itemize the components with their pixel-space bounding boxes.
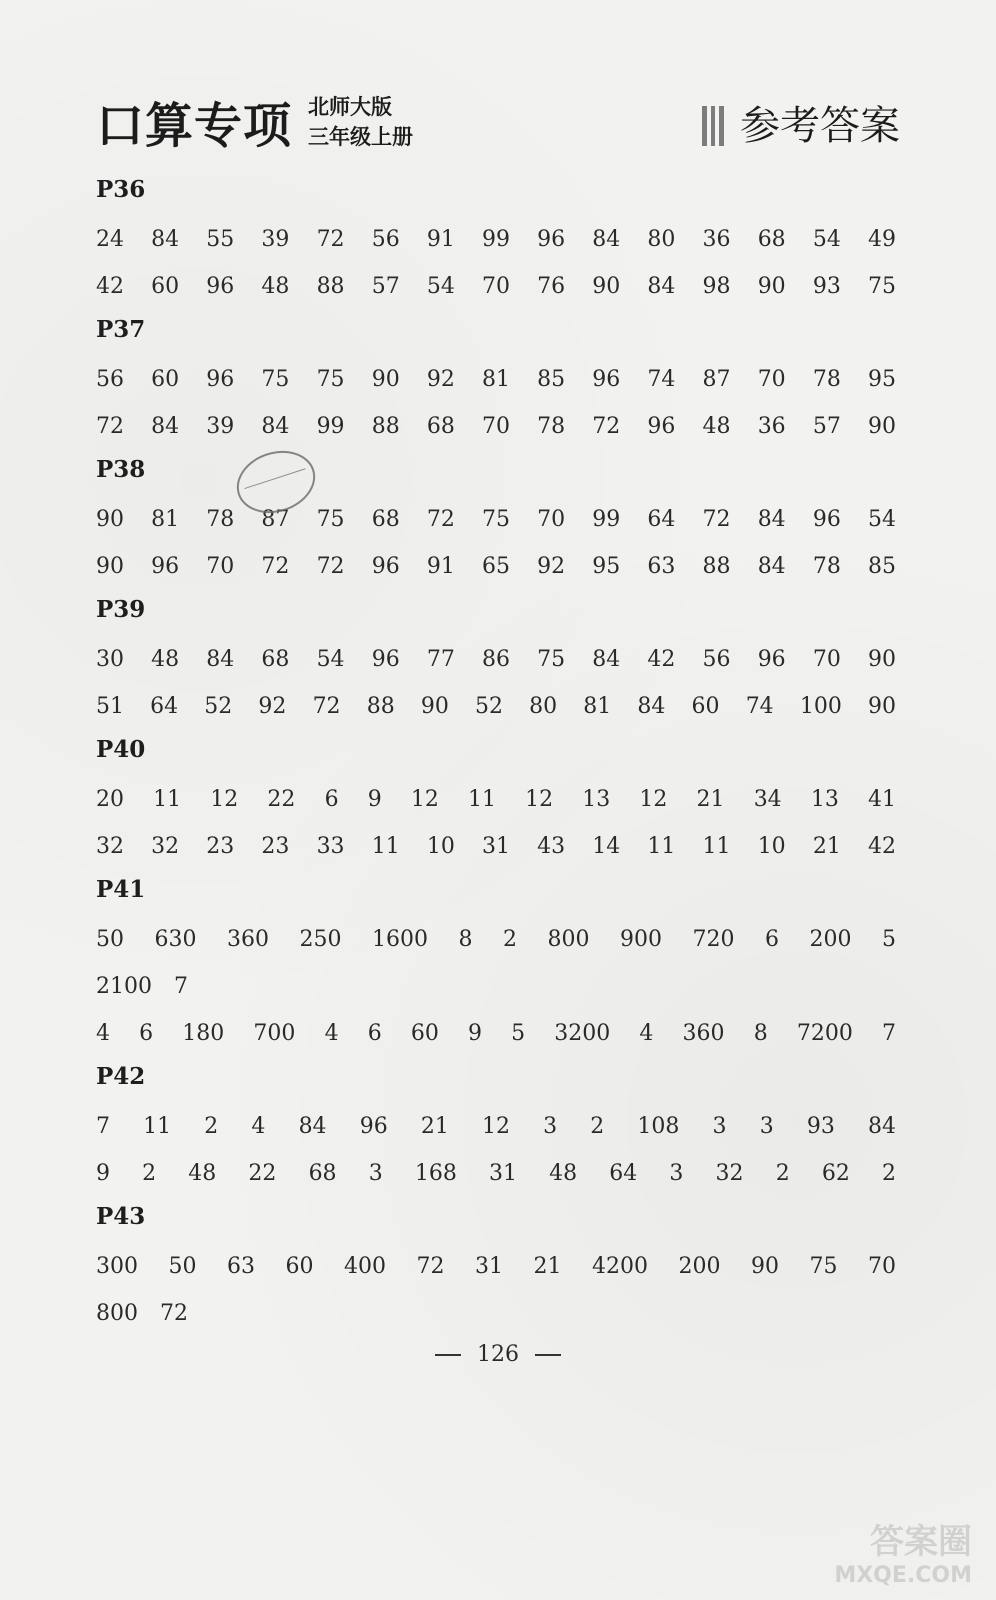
answer-value: 78 — [537, 414, 566, 439]
answer-value: 63 — [647, 554, 676, 579]
answer-value: 88 — [316, 274, 345, 299]
answer-value: 72 — [416, 1254, 445, 1279]
answer-value: 60 — [285, 1254, 314, 1279]
answer-value: 23 — [261, 834, 290, 859]
answer-value: 360 — [227, 927, 269, 952]
answer-value: 92 — [258, 694, 287, 719]
answer-value: 81 — [151, 507, 180, 532]
answer-value: 86 — [481, 647, 510, 672]
answer-value: 87 — [261, 507, 290, 532]
answer-value: 96 — [647, 414, 676, 439]
answer-value: 84 — [757, 554, 786, 579]
section-label: P41 — [96, 876, 146, 903]
answer-value: 48 — [188, 1161, 217, 1186]
answer-value: 39 — [206, 414, 235, 439]
answer-value: 99 — [481, 227, 510, 252]
answer-value: 70 — [206, 554, 235, 579]
section-label: P42 — [96, 1063, 146, 1090]
answer-row — [96, 403, 896, 450]
answer-value: 180 — [182, 1021, 225, 1046]
answer-value: 6 — [367, 1021, 382, 1046]
answer-value: 84 — [867, 1114, 896, 1139]
answer-value: 72 — [316, 227, 345, 252]
answer-value: 72 — [592, 414, 621, 439]
answer-row — [96, 1150, 896, 1197]
answer-value: 95 — [592, 554, 621, 579]
answer-value: 20 — [96, 787, 124, 812]
answer-value: 84 — [151, 227, 180, 252]
watermark-text-top: 答案圈 — [870, 1522, 972, 1562]
answer-value: 7 — [174, 974, 188, 999]
answer-value: 96 — [537, 227, 566, 252]
answer-value: 90 — [751, 1254, 779, 1279]
answer-value: 90 — [867, 694, 896, 719]
answer-value: 22 — [267, 787, 296, 812]
answer-value: 85 — [537, 367, 566, 392]
answer-value: 12 — [210, 787, 239, 812]
answer-value: 88 — [371, 414, 400, 439]
answer-value: 88 — [366, 694, 395, 719]
answer-value: 33 — [316, 834, 345, 859]
answer-value: 60 — [691, 694, 720, 719]
answer-value: 84 — [206, 647, 235, 672]
answer-value: 91 — [426, 227, 455, 252]
answer-value: 60 — [151, 367, 180, 392]
answer-value: 90 — [867, 647, 896, 672]
answer-value: 22 — [248, 1161, 277, 1186]
answer-value: 72 — [316, 554, 345, 579]
answer-value: 99 — [316, 414, 345, 439]
answer-value: 96 — [371, 647, 400, 672]
answer-value: 900 — [620, 927, 662, 952]
answer-value: 11 — [647, 834, 676, 859]
answer-value: 4 — [324, 1021, 339, 1046]
answer-value: 78 — [206, 507, 235, 532]
answer-row — [96, 263, 896, 310]
answer-value: 84 — [647, 274, 676, 299]
answer-value: 200 — [809, 927, 852, 952]
answer-value: 70 — [481, 274, 510, 299]
answer-value: 13 — [810, 787, 839, 812]
answer-value: 70 — [481, 414, 510, 439]
answer-value: 3 — [712, 1114, 727, 1139]
answer-row — [96, 1010, 896, 1057]
answer-row — [96, 823, 896, 870]
answer-value: 99 — [592, 507, 621, 532]
answer-value: 11 — [153, 787, 182, 812]
answer-value: 96 — [812, 507, 841, 532]
answer-value: 2 — [204, 1114, 219, 1139]
answer-value: 42 — [96, 274, 124, 299]
answer-value: 65 — [481, 554, 510, 579]
answer-key-title: 参考答案 — [740, 103, 900, 149]
answer-value: 80 — [647, 227, 676, 252]
answer-value: 96 — [592, 367, 621, 392]
answer-value: 96 — [151, 554, 180, 579]
answer-value: 98 — [702, 274, 731, 299]
answer-value: 84 — [151, 414, 180, 439]
answer-value: 90 — [592, 274, 621, 299]
answer-row — [96, 916, 896, 963]
edition-label: 北师大版 — [308, 95, 392, 119]
answer-value: 56 — [371, 227, 400, 252]
answer-value: 630 — [154, 927, 197, 952]
answer-value: 60 — [151, 274, 180, 299]
answer-value: 96 — [757, 647, 786, 672]
answer-value: 56 — [96, 367, 124, 392]
answer-value: 10 — [426, 834, 455, 859]
answer-row — [96, 1290, 896, 1337]
answer-value: 108 — [637, 1114, 680, 1139]
section-label: P36 — [96, 176, 146, 203]
answer-value: 81 — [481, 367, 510, 392]
answer-value: 51 — [96, 694, 124, 719]
grade-label: 三年级上册 — [308, 125, 413, 149]
answer-row — [96, 963, 896, 1010]
section-label: P38 — [96, 456, 146, 483]
answer-value: 76 — [537, 274, 566, 299]
answer-value: 8 — [458, 927, 473, 952]
answer-value: 6 — [765, 927, 779, 952]
answer-value: 32 — [96, 834, 124, 859]
answer-value: 72 — [312, 694, 341, 719]
answer-value: 31 — [475, 1254, 503, 1279]
answer-value: 2 — [142, 1161, 157, 1186]
answer-value: 74 — [647, 367, 676, 392]
answer-value: 100 — [799, 694, 842, 719]
answer-value: 720 — [692, 927, 735, 952]
answer-value: 70 — [757, 367, 786, 392]
answer-value: 36 — [757, 414, 786, 439]
answer-value: 250 — [299, 927, 342, 952]
answer-value: 32 — [151, 834, 180, 859]
answer-value: 57 — [371, 274, 400, 299]
answer-value: 54 — [316, 647, 345, 672]
answer-value: 400 — [344, 1254, 386, 1279]
answer-value: 68 — [757, 227, 786, 252]
answer-value: 72 — [426, 507, 455, 532]
answer-value: 75 — [316, 367, 345, 392]
answer-value: 1600 — [372, 927, 428, 952]
answer-row — [96, 1103, 896, 1150]
answer-value: 21 — [533, 1254, 562, 1279]
answer-value: 90 — [371, 367, 400, 392]
answer-value: 72 — [261, 554, 290, 579]
answer-value: 36 — [702, 227, 731, 252]
answer-value: 7 — [96, 1114, 110, 1139]
answer-value: 9 — [467, 1021, 482, 1046]
answer-value: 24 — [96, 227, 124, 252]
answer-row — [96, 216, 896, 263]
answer-value: 68 — [261, 647, 290, 672]
answer-value: 11 — [467, 787, 496, 812]
answer-value: 56 — [702, 647, 731, 672]
answer-value: 800 — [547, 927, 590, 952]
page-number — [0, 1340, 996, 1370]
answer-value: 95 — [867, 367, 896, 392]
answer-value: 70 — [868, 1254, 896, 1279]
answer-value: 4200 — [592, 1254, 648, 1279]
answer-value: 12 — [410, 787, 439, 812]
answer-value: 12 — [525, 787, 554, 812]
answer-value: 3 — [543, 1114, 558, 1139]
answer-value: 75 — [261, 367, 290, 392]
answer-value: 87 — [702, 367, 731, 392]
answer-value: 43 — [537, 834, 566, 859]
answer-value: 84 — [261, 414, 290, 439]
answer-value: 72 — [96, 414, 124, 439]
answer-value: 75 — [316, 507, 345, 532]
dash-left — [435, 1354, 461, 1356]
answer-row — [96, 356, 896, 403]
answer-value: 74 — [745, 694, 774, 719]
answer-value: 90 — [757, 274, 786, 299]
answer-value: 6 — [139, 1021, 154, 1046]
answer-value: 55 — [206, 227, 235, 252]
answer-value: 96 — [371, 554, 400, 579]
answer-value: 70 — [812, 647, 841, 672]
answer-value: 75 — [481, 507, 510, 532]
answer-value: 200 — [678, 1254, 721, 1279]
answer-value: 57 — [812, 414, 841, 439]
answer-value: 3200 — [554, 1021, 611, 1046]
answer-value: 48 — [702, 414, 731, 439]
answer-value: 62 — [821, 1161, 850, 1186]
answer-value: 31 — [488, 1161, 517, 1186]
answer-value: 90 — [96, 554, 124, 579]
answer-value: 2 — [590, 1114, 605, 1139]
answer-value: 50 — [168, 1254, 197, 1279]
answer-value: 8 — [753, 1021, 768, 1046]
answer-value: 10 — [757, 834, 786, 859]
answer-value: 31 — [481, 834, 510, 859]
answer-content — [96, 170, 896, 1337]
answer-value: 700 — [253, 1021, 296, 1046]
answer-value: 84 — [298, 1114, 327, 1139]
answer-value: 42 — [867, 834, 896, 859]
answer-value: 11 — [702, 834, 731, 859]
answer-value: 72 — [702, 507, 731, 532]
answer-value: 90 — [867, 414, 896, 439]
answer-value: 63 — [227, 1254, 255, 1279]
answer-value: 11 — [143, 1114, 172, 1139]
answer-row — [96, 496, 896, 543]
answer-value: 300 — [96, 1254, 138, 1279]
answer-value: 5 — [882, 927, 896, 952]
answer-value: 3 — [669, 1161, 684, 1186]
answer-value: 2 — [503, 927, 517, 952]
answer-value: 9 — [367, 787, 382, 812]
answer-value: 93 — [812, 274, 841, 299]
answer-value: 48 — [261, 274, 290, 299]
answer-value: 168 — [414, 1161, 457, 1186]
answer-value: 41 — [867, 787, 896, 812]
answer-value: 75 — [867, 274, 896, 299]
answer-value: 48 — [549, 1161, 578, 1186]
decorative-bars — [702, 106, 724, 146]
answer-row — [96, 1243, 896, 1290]
answer-value: 85 — [867, 554, 896, 579]
answer-value: 12 — [639, 787, 668, 812]
answer-value: 12 — [481, 1114, 510, 1139]
answer-value: 4 — [639, 1021, 654, 1046]
answer-value: 80 — [529, 694, 558, 719]
answer-value: 68 — [308, 1161, 337, 1186]
answer-value: 93 — [806, 1114, 835, 1139]
answer-value: 77 — [426, 647, 455, 672]
section-label: P43 — [96, 1203, 146, 1230]
answer-value: 54 — [812, 227, 841, 252]
section-label: P39 — [96, 596, 146, 623]
answer-value: 48 — [151, 647, 180, 672]
answer-value: 54 — [426, 274, 455, 299]
answer-value: 50 — [96, 927, 124, 952]
answer-row — [96, 776, 896, 823]
answer-value: 9 — [96, 1161, 110, 1186]
answer-value: 52 — [204, 694, 233, 719]
answer-value: 68 — [426, 414, 455, 439]
answer-value: 13 — [582, 787, 611, 812]
answer-value: 52 — [474, 694, 503, 719]
answer-value: 32 — [715, 1161, 744, 1186]
answer-value: 84 — [592, 647, 621, 672]
page-header — [96, 92, 900, 162]
book-title: 口算专项 — [96, 98, 293, 154]
answer-value: 84 — [592, 227, 621, 252]
answer-value: 2100 — [96, 974, 152, 999]
answer-value: 3 — [368, 1161, 383, 1186]
answer-row — [96, 543, 896, 590]
answer-value: 75 — [809, 1254, 838, 1279]
answer-value: 84 — [637, 694, 666, 719]
answer-value: 84 — [757, 507, 786, 532]
answer-value: 60 — [410, 1021, 439, 1046]
answer-value: 2 — [881, 1161, 896, 1186]
answer-value: 75 — [537, 647, 566, 672]
answer-value: 4 — [251, 1114, 266, 1139]
section-label: P37 — [96, 316, 146, 343]
answer-value: 3 — [759, 1114, 774, 1139]
answer-value: 78 — [812, 367, 841, 392]
answer-value: 360 — [682, 1021, 725, 1046]
answer-value: 70 — [537, 507, 566, 532]
answer-value: 42 — [647, 647, 676, 672]
answer-value: 39 — [261, 227, 290, 252]
answer-value: 90 — [420, 694, 449, 719]
answer-value: 5 — [511, 1021, 526, 1046]
answer-value: 34 — [753, 787, 782, 812]
answer-value: 6 — [324, 787, 339, 812]
answer-value: 4 — [96, 1021, 110, 1046]
answer-value: 14 — [592, 834, 621, 859]
answer-value: 30 — [96, 647, 124, 672]
answer-value: 64 — [647, 507, 676, 532]
answer-value: 7 — [881, 1021, 896, 1046]
answer-value: 11 — [371, 834, 400, 859]
answer-value: 21 — [696, 787, 725, 812]
watermark-logo — [822, 1522, 972, 1588]
answer-value: 92 — [537, 554, 566, 579]
answer-value: 72 — [160, 1301, 188, 1326]
answer-value: 88 — [702, 554, 731, 579]
answer-value: 49 — [867, 227, 896, 252]
answer-value: 800 — [96, 1301, 138, 1326]
answer-value: 96 — [206, 367, 235, 392]
answer-value: 7200 — [796, 1021, 853, 1046]
answer-value: 68 — [371, 507, 400, 532]
answer-value: 96 — [359, 1114, 388, 1139]
section-label: P40 — [96, 736, 146, 763]
answer-row — [96, 636, 896, 683]
answer-value: 64 — [609, 1161, 638, 1186]
answer-value: 92 — [426, 367, 455, 392]
watermark-text-bottom: MXQE.COM — [834, 1563, 972, 1588]
answer-value: 96 — [206, 274, 235, 299]
answer-value: 21 — [420, 1114, 449, 1139]
answer-value: 78 — [812, 554, 841, 579]
answer-row — [96, 683, 896, 730]
page-number-text: 126 — [477, 1342, 519, 1367]
answer-value: 91 — [426, 554, 455, 579]
answer-value: 90 — [96, 507, 124, 532]
dash-right — [535, 1354, 561, 1356]
answer-value: 23 — [206, 834, 235, 859]
answer-value: 64 — [150, 694, 179, 719]
answer-value: 54 — [867, 507, 896, 532]
answer-value: 2 — [775, 1161, 790, 1186]
answer-value: 81 — [583, 694, 612, 719]
answer-value: 21 — [812, 834, 841, 859]
